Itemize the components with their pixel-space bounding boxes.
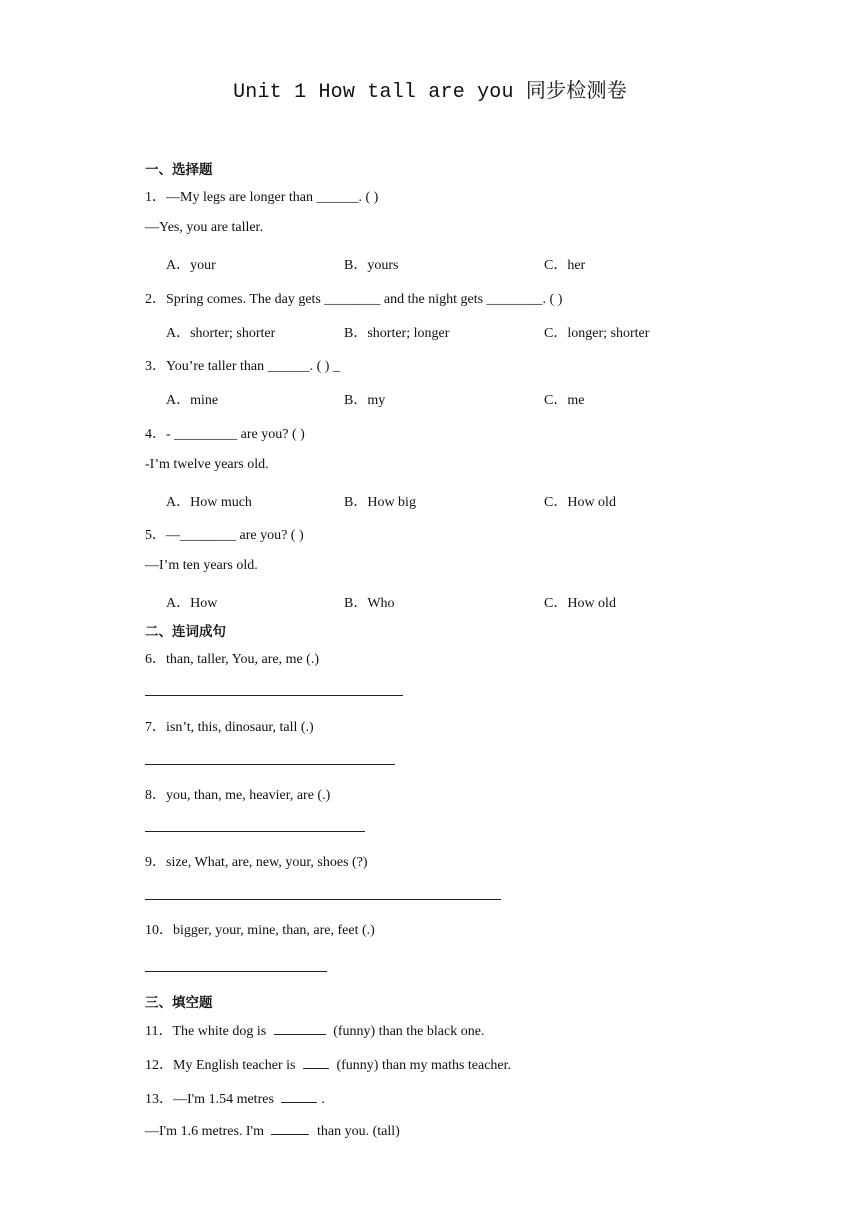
question-13-reply-after: than you. (tall): [313, 1124, 400, 1139]
question-2-option-c: C．longer; shorter: [544, 326, 650, 341]
question-13-after: .: [321, 1092, 325, 1107]
answer-line-6: [145, 695, 403, 696]
answer-line-8: [145, 831, 365, 832]
question-11-before: 11．The white dog is: [145, 1024, 270, 1039]
question-5-option-a: A．How: [166, 596, 218, 611]
question-3-option-c: C．me: [544, 393, 585, 408]
question-13-blank-1: [281, 1090, 317, 1103]
question-6-words: 6．than, taller, You, are, me (.): [145, 652, 320, 667]
question-5-reply: —I’m ten years old.: [145, 558, 258, 573]
question-11-blank: [274, 1022, 326, 1035]
question-13-reply: [145, 1122, 400, 1140]
question-3-stem: 3．You’re taller than ______. ( ) _: [145, 359, 340, 374]
question-1-reply: —Yes, you are taller.: [145, 220, 263, 235]
question-1-option-a: A．your: [166, 258, 216, 273]
question-4-option-c: C．How old: [544, 495, 616, 510]
question-13-before: 13．—I'm 1.54 metres: [145, 1092, 278, 1107]
question-2-option-b: B．shorter; longer: [344, 326, 450, 341]
section-heading-choice: 一、选择题: [145, 162, 213, 178]
question-4-stem: 4．- _________ are you? ( ): [145, 427, 305, 442]
question-7-words: 7．isn’t, this, dinosaur, tall (.): [145, 720, 314, 735]
question-5-option-c: C．How old: [544, 596, 616, 611]
question-2-option-a: A．shorter; shorter: [166, 326, 276, 341]
question-2-stem: 2．Spring comes. The day gets ________ and the night gets ________. ( ): [145, 292, 563, 307]
page-title: Unit 1 How tall are you 同步检测卷: [233, 81, 627, 104]
question-12-blank: [303, 1056, 329, 1069]
question-11-after: (funny) than the black one.: [329, 1024, 485, 1039]
section-heading-sentence-building: 二、连词成句: [145, 624, 226, 640]
question-11: [145, 1020, 484, 1040]
question-13-blank-2: [271, 1122, 309, 1135]
question-10-words: 10．bigger, your, mine, than, are, feet (.): [145, 923, 375, 938]
question-1-stem: 1．—My legs are longer than ______. ( ): [145, 190, 379, 205]
question-9-words: 9．size, What, are, new, your, shoes (?): [145, 855, 368, 870]
answer-line-10: [145, 971, 327, 972]
section-heading-fill-blanks: 三、填空题: [145, 995, 213, 1011]
question-3-option-b: B．my: [344, 393, 386, 408]
question-1-option-c: C．her: [544, 258, 586, 273]
question-13-reply-before: —I'm 1.6 metres. I'm: [145, 1124, 268, 1139]
question-4-option-a: A．How much: [166, 495, 252, 510]
question-3-option-a: A．mine: [166, 393, 219, 408]
question-8-words: 8．you, than, me, heavier, are (.): [145, 788, 331, 803]
question-5-stem: 5．—________ are you? ( ): [145, 528, 304, 543]
question-12-before: 12．My English teacher is: [145, 1058, 299, 1073]
question-1-option-b: B．yours: [344, 258, 399, 273]
question-4-reply: -I’m twelve years old.: [145, 457, 269, 472]
question-12: [145, 1054, 511, 1074]
answer-line-7: [145, 764, 395, 765]
question-13: [145, 1088, 325, 1108]
answer-line-9: [145, 899, 501, 900]
question-12-after: (funny) than my maths teacher.: [332, 1058, 512, 1073]
question-5-option-b: B．Who: [344, 596, 395, 611]
question-4-option-b: B．How big: [344, 495, 416, 510]
